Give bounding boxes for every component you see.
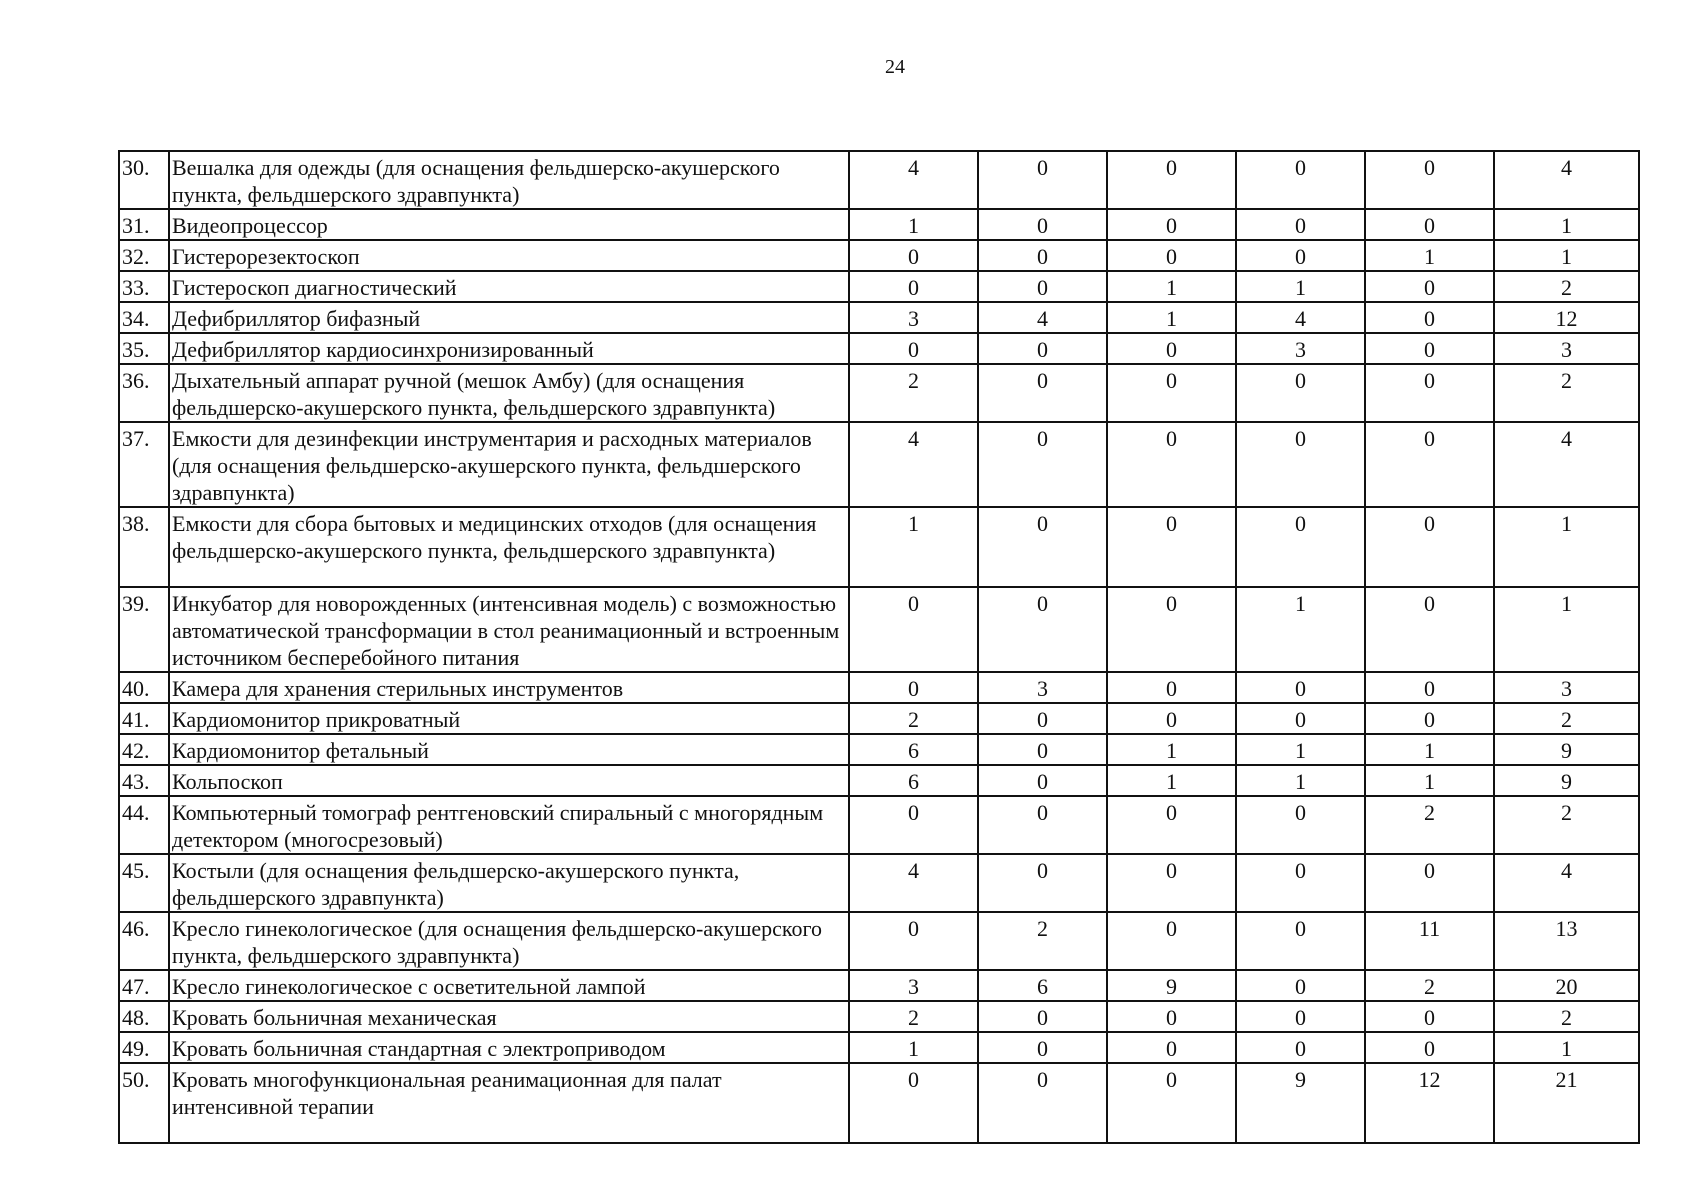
equipment-name: Видеопроцессор <box>169 209 849 240</box>
table-row <box>119 672 1639 703</box>
table-row <box>119 302 1639 333</box>
table-row <box>119 240 1639 271</box>
total-cell: 3 <box>1494 672 1639 703</box>
row-number: 39. <box>119 587 169 672</box>
quantity-cell: 0 <box>1236 209 1365 240</box>
quantity-cell: 0 <box>849 1063 978 1143</box>
quantity-cell: 12 <box>1365 1063 1494 1143</box>
equipment-name: Кольпоскоп <box>169 765 849 796</box>
quantity-cell: 0 <box>849 587 978 672</box>
quantity-cell: 0 <box>1107 151 1236 209</box>
table-row <box>119 970 1639 1001</box>
quantity-cell: 0 <box>1236 240 1365 271</box>
quantity-cell: 1 <box>1236 587 1365 672</box>
table-row <box>119 912 1639 970</box>
quantity-cell: 2 <box>849 364 978 422</box>
total-cell: 2 <box>1494 703 1639 734</box>
quantity-cell: 0 <box>978 151 1107 209</box>
quantity-cell: 0 <box>1107 209 1236 240</box>
table-row <box>119 507 1639 587</box>
quantity-cell: 4 <box>849 422 978 507</box>
row-number: 44. <box>119 796 169 854</box>
quantity-cell: 0 <box>978 587 1107 672</box>
table-row <box>119 854 1639 912</box>
table-row <box>119 333 1639 364</box>
table-row <box>119 1032 1639 1063</box>
quantity-cell: 0 <box>1365 507 1494 587</box>
total-cell: 4 <box>1494 854 1639 912</box>
quantity-cell: 0 <box>1236 672 1365 703</box>
row-number: 35. <box>119 333 169 364</box>
quantity-cell: 0 <box>978 1001 1107 1032</box>
quantity-cell: 2 <box>978 912 1107 970</box>
quantity-cell: 0 <box>978 765 1107 796</box>
equipment-name: Кресло гинекологическое (для оснащения фельдшерско-акушерского пункта, фельдшерского здравпункта) <box>169 912 849 970</box>
row-number: 50. <box>119 1063 169 1143</box>
quantity-cell: 4 <box>1236 302 1365 333</box>
quantity-cell: 0 <box>849 240 978 271</box>
quantity-cell: 0 <box>1107 703 1236 734</box>
quantity-cell: 0 <box>1365 1001 1494 1032</box>
row-number: 32. <box>119 240 169 271</box>
table-row <box>119 151 1639 209</box>
quantity-cell: 4 <box>849 854 978 912</box>
total-cell: 1 <box>1494 507 1639 587</box>
row-number: 30. <box>119 151 169 209</box>
table-row <box>119 765 1639 796</box>
equipment-name: Гистероскоп диагностический <box>169 271 849 302</box>
equipment-name: Кровать больничная стандартная с электроприводом <box>169 1032 849 1063</box>
row-number: 33. <box>119 271 169 302</box>
table-row <box>119 703 1639 734</box>
quantity-cell: 11 <box>1365 912 1494 970</box>
quantity-cell: 0 <box>1365 271 1494 302</box>
equipment-name: Вешалка для одежды (для оснащения фельдшерско-акушерского пункта, фельдшерского здравпункта) <box>169 151 849 209</box>
row-number: 37. <box>119 422 169 507</box>
equipment-name: Костыли (для оснащения фельдшерско-акушерского пункта, фельдшерского здравпункта) <box>169 854 849 912</box>
quantity-cell: 0 <box>849 796 978 854</box>
quantity-cell: 3 <box>849 302 978 333</box>
quantity-cell: 0 <box>978 271 1107 302</box>
quantity-cell: 0 <box>1107 672 1236 703</box>
quantity-cell: 0 <box>1236 364 1365 422</box>
total-cell: 9 <box>1494 734 1639 765</box>
quantity-cell: 0 <box>1236 703 1365 734</box>
total-cell: 1 <box>1494 1032 1639 1063</box>
quantity-cell: 0 <box>1365 364 1494 422</box>
total-cell: 21 <box>1494 1063 1639 1143</box>
quantity-cell: 9 <box>1236 1063 1365 1143</box>
quantity-cell: 0 <box>1107 854 1236 912</box>
quantity-cell: 0 <box>1107 240 1236 271</box>
quantity-cell: 6 <box>849 734 978 765</box>
equipment-name: Гистерорезектоскоп <box>169 240 849 271</box>
quantity-cell: 4 <box>849 151 978 209</box>
quantity-cell: 0 <box>1365 703 1494 734</box>
row-number: 46. <box>119 912 169 970</box>
total-cell: 4 <box>1494 422 1639 507</box>
quantity-cell: 0 <box>1236 970 1365 1001</box>
quantity-cell: 0 <box>1236 796 1365 854</box>
quantity-cell: 0 <box>978 854 1107 912</box>
equipment-name: Кровать многофункциональная реанимационная для палат интенсивной терапии <box>169 1063 849 1143</box>
equipment-name: Емкости для дезинфекции инструментария и расходных материалов (для оснащения фельдшерско-акушерского пункта, фельдшерского здравпункта) <box>169 422 849 507</box>
table-row <box>119 796 1639 854</box>
row-number: 49. <box>119 1032 169 1063</box>
total-cell: 3 <box>1494 333 1639 364</box>
quantity-cell: 0 <box>1236 854 1365 912</box>
quantity-cell: 0 <box>1107 1063 1236 1143</box>
quantity-cell: 0 <box>978 422 1107 507</box>
quantity-cell: 0 <box>1365 333 1494 364</box>
row-number: 36. <box>119 364 169 422</box>
quantity-cell: 3 <box>978 672 1107 703</box>
quantity-cell: 0 <box>849 333 978 364</box>
row-number: 38. <box>119 507 169 587</box>
quantity-cell: 9 <box>1107 970 1236 1001</box>
quantity-cell: 1 <box>849 1032 978 1063</box>
quantity-cell: 0 <box>978 1063 1107 1143</box>
row-number: 31. <box>119 209 169 240</box>
quantity-cell: 1 <box>849 507 978 587</box>
row-number: 40. <box>119 672 169 703</box>
table-row <box>119 1063 1639 1143</box>
row-number: 41. <box>119 703 169 734</box>
equipment-name: Кардиомонитор фетальный <box>169 734 849 765</box>
equipment-name: Камера для хранения стерильных инструментов <box>169 672 849 703</box>
quantity-cell: 0 <box>1236 422 1365 507</box>
quantity-cell: 0 <box>978 507 1107 587</box>
quantity-cell: 1 <box>1236 734 1365 765</box>
quantity-cell: 0 <box>1107 1032 1236 1063</box>
quantity-cell: 6 <box>849 765 978 796</box>
table-row <box>119 1001 1639 1032</box>
total-cell: 2 <box>1494 271 1639 302</box>
quantity-cell: 0 <box>1365 587 1494 672</box>
quantity-cell: 0 <box>978 209 1107 240</box>
quantity-cell: 1 <box>1107 302 1236 333</box>
row-number: 43. <box>119 765 169 796</box>
quantity-cell: 0 <box>1236 507 1365 587</box>
quantity-cell: 0 <box>1365 209 1494 240</box>
quantity-cell: 0 <box>1365 302 1494 333</box>
quantity-cell: 1 <box>1236 765 1365 796</box>
table-row <box>119 271 1639 302</box>
quantity-cell: 0 <box>1107 587 1236 672</box>
quantity-cell: 0 <box>1236 151 1365 209</box>
total-cell: 1 <box>1494 240 1639 271</box>
quantity-cell: 0 <box>1107 796 1236 854</box>
quantity-cell: 0 <box>1107 1001 1236 1032</box>
quantity-cell: 0 <box>849 912 978 970</box>
total-cell: 13 <box>1494 912 1639 970</box>
quantity-cell: 0 <box>1365 422 1494 507</box>
row-number: 48. <box>119 1001 169 1032</box>
quantity-cell: 0 <box>978 364 1107 422</box>
row-number: 42. <box>119 734 169 765</box>
table-row <box>119 734 1639 765</box>
total-cell: 1 <box>1494 209 1639 240</box>
table-row <box>119 364 1639 422</box>
quantity-cell: 2 <box>1365 796 1494 854</box>
quantity-cell: 2 <box>849 703 978 734</box>
quantity-cell: 0 <box>978 703 1107 734</box>
quantity-cell: 1 <box>1107 271 1236 302</box>
quantity-cell: 1 <box>1365 765 1494 796</box>
quantity-cell: 0 <box>1236 1001 1365 1032</box>
equipment-table <box>118 150 1640 1144</box>
quantity-cell: 0 <box>1365 672 1494 703</box>
quantity-cell: 1 <box>1107 765 1236 796</box>
table-row <box>119 422 1639 507</box>
table-row <box>119 587 1639 672</box>
quantity-cell: 1 <box>1107 734 1236 765</box>
quantity-cell: 0 <box>849 672 978 703</box>
total-cell: 2 <box>1494 1001 1639 1032</box>
quantity-cell: 0 <box>978 240 1107 271</box>
table-row <box>119 209 1639 240</box>
quantity-cell: 1 <box>1365 734 1494 765</box>
quantity-cell: 0 <box>978 796 1107 854</box>
total-cell: 20 <box>1494 970 1639 1001</box>
page-number: 24 <box>885 56 905 78</box>
quantity-cell: 6 <box>978 970 1107 1001</box>
equipment-name: Кресло гинекологическое с осветительной лампой <box>169 970 849 1001</box>
quantity-cell: 0 <box>1365 854 1494 912</box>
equipment-name: Дыхательный аппарат ручной (мешок Амбу) (для оснащения фельдшерско-акушерского пункта, фельдшерского здравпункта) <box>169 364 849 422</box>
quantity-cell: 4 <box>978 302 1107 333</box>
total-cell: 9 <box>1494 765 1639 796</box>
quantity-cell: 3 <box>849 970 978 1001</box>
quantity-cell: 0 <box>1365 1032 1494 1063</box>
quantity-cell: 0 <box>978 333 1107 364</box>
row-number: 47. <box>119 970 169 1001</box>
total-cell: 2 <box>1494 796 1639 854</box>
equipment-name: Дефибриллятор кардиосинхронизированный <box>169 333 849 364</box>
quantity-cell: 0 <box>1236 1032 1365 1063</box>
quantity-cell: 0 <box>1107 422 1236 507</box>
quantity-cell: 0 <box>1107 507 1236 587</box>
row-number: 45. <box>119 854 169 912</box>
total-cell: 2 <box>1494 364 1639 422</box>
total-cell: 12 <box>1494 302 1639 333</box>
quantity-cell: 2 <box>1365 970 1494 1001</box>
quantity-cell: 2 <box>849 1001 978 1032</box>
equipment-name: Дефибриллятор бифазный <box>169 302 849 333</box>
equipment-name: Кардиомонитор прикроватный <box>169 703 849 734</box>
quantity-cell: 1 <box>1365 240 1494 271</box>
quantity-cell: 0 <box>849 271 978 302</box>
quantity-cell: 0 <box>1107 912 1236 970</box>
quantity-cell: 3 <box>1236 333 1365 364</box>
quantity-cell: 0 <box>978 1032 1107 1063</box>
quantity-cell: 0 <box>1236 912 1365 970</box>
total-cell: 1 <box>1494 587 1639 672</box>
equipment-name: Инкубатор для новорожденных (интенсивная модель) с возможностью автоматической трансформации в стол реанимационный и встроенным источником бесперебойного питания <box>169 587 849 672</box>
quantity-cell: 0 <box>1107 333 1236 364</box>
equipment-name: Компьютерный томограф рентгеновский спиральный с многорядным детектором (многосрезовый) <box>169 796 849 854</box>
equipment-name: Кровать больничная механическая <box>169 1001 849 1032</box>
table-body <box>119 151 1639 1143</box>
total-cell: 4 <box>1494 151 1639 209</box>
quantity-cell: 0 <box>1365 151 1494 209</box>
quantity-cell: 1 <box>849 209 978 240</box>
quantity-cell: 0 <box>978 734 1107 765</box>
quantity-cell: 1 <box>1236 271 1365 302</box>
row-number: 34. <box>119 302 169 333</box>
equipment-name: Емкости для сбора бытовых и медицинских отходов (для оснащения фельдшерско-акушерского пункта, фельдшерского здравпункта) <box>169 507 849 587</box>
quantity-cell: 0 <box>1107 364 1236 422</box>
